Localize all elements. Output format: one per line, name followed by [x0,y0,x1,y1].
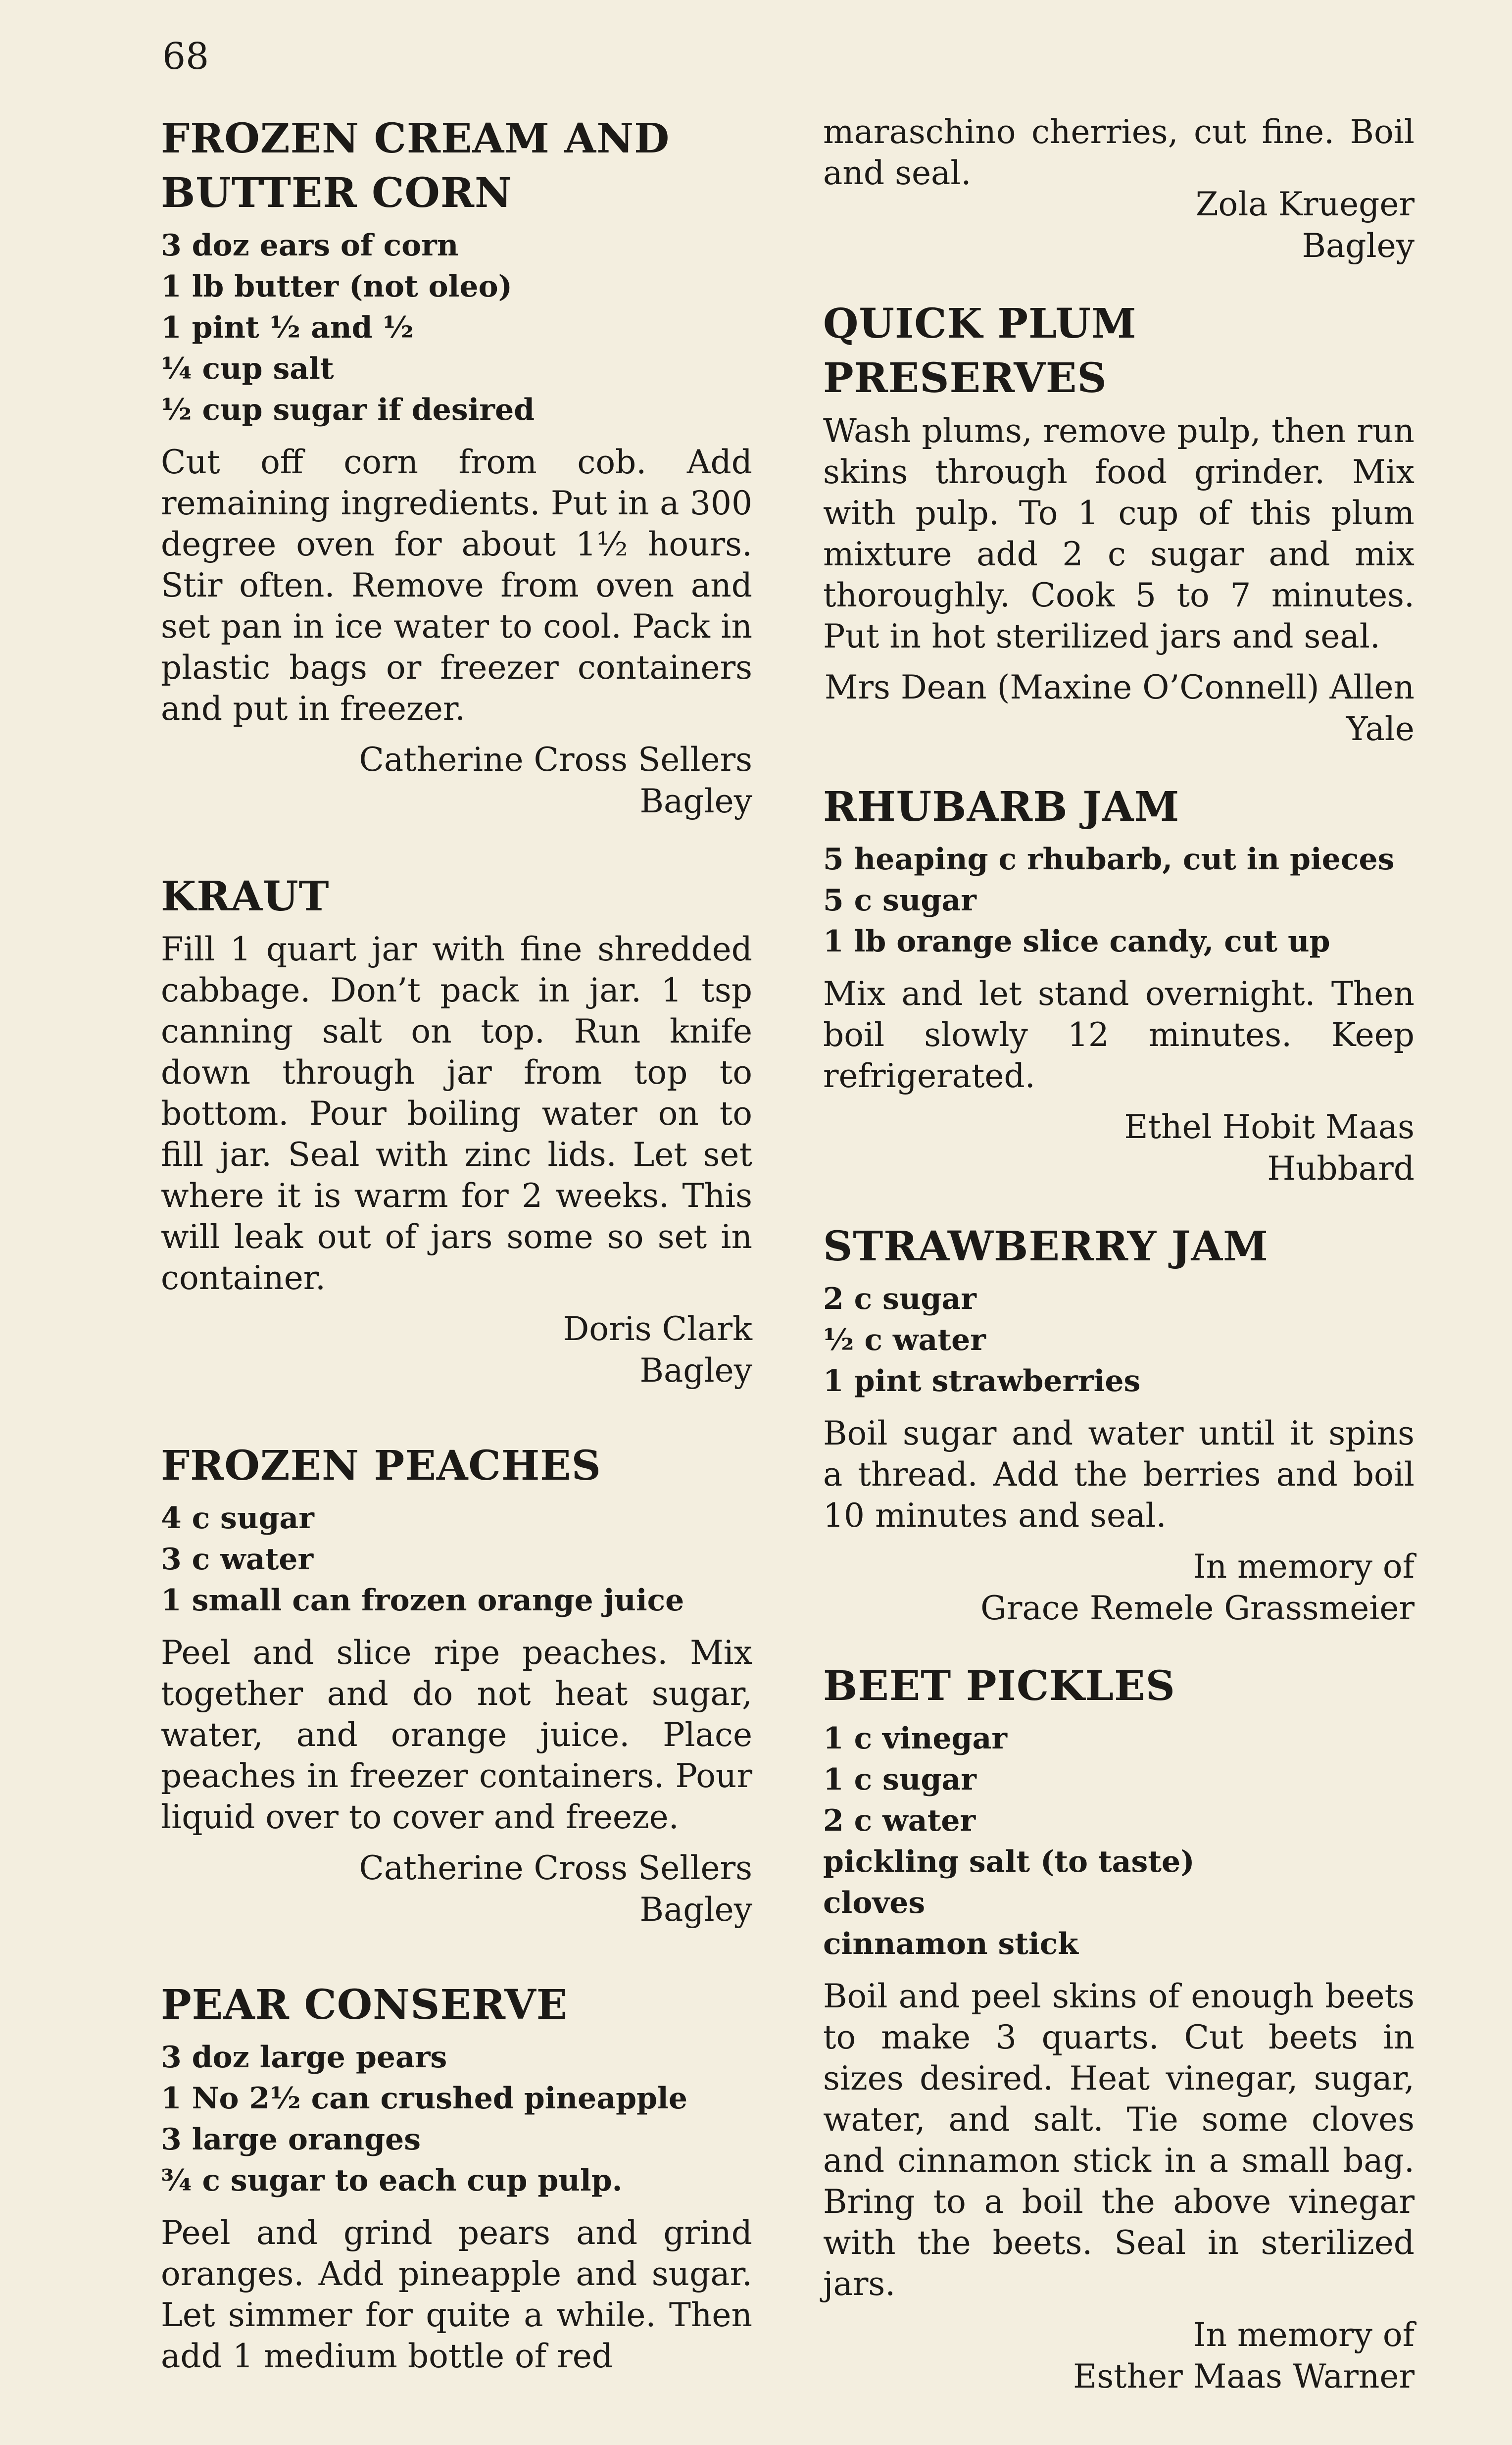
recipe-directions: Boil sugar and water until it spins a thread. Add the berries and boil 10 minutes and seal. [823,1414,1414,1535]
ingredient: 1 small can frozen orange juice [161,1583,684,1618]
recipe-directions: Wash plums, remove pulp, then run skins through food grinder. Mix with pulp. To 1 cup of this plum mixture add 2 c sugar and mix thoroughly. Cook 5 to 7 minutes. Put in hot sterilized jars and seal. [823,412,1414,655]
ingredient: 2 c sugar [823,1282,976,1316]
ingredient-list [161,225,752,431]
recipe-directions: Peel and slice ripe peaches. Mix together and do not heat sugar, water, and orange juice. Place peaches in freezer containers. Pour liquid over to cover and freeze. [161,1634,752,1836]
recipe-directions: Peel and grind pears and grind oranges. Add pineapple and sugar. Let simmer for quite a while. Then add 1 medium bottle of red [161,2214,752,2375]
ingredient: 1 pint ½ and ½ [161,310,414,345]
contributor-name: Catherine Cross Sellers [359,741,752,779]
ingredient: 5 c sugar [823,883,976,918]
recipe-frozen-cream-and-butter-corn [161,111,752,822]
recipe-pear-conserve-continued [823,111,1414,267]
recipe-directions: maraschino cherries, cut fine. Boil and seal. [823,113,1414,192]
contributor-name: In memory of [1193,2316,1414,2354]
ingredient: 1 c vinegar [823,1721,1007,1756]
contributor-town: Esther Maas Warner [1073,2357,1414,2395]
ingredient: 3 large oranges [161,2122,421,2157]
contributor-town: Yale [1346,710,1414,748]
ingredient: ¼ cup salt [161,351,334,386]
recipe-title: RHUBARB JAM [823,783,1180,831]
ingredient: 3 doz large pears [161,2040,447,2075]
ingredient-list [823,1279,1414,1402]
ingredient: 1 lb orange slice candy, cut up [823,924,1330,959]
recipe-attribution [161,1308,752,1392]
recipe-frozen-peaches [161,1439,752,1931]
ingredient: 3 doz ears of corn [161,228,459,263]
ingredient: 5 heaping c rhubarb, cut in pieces [823,842,1395,877]
ingredient: 1 lb butter (not oleo) [161,269,512,304]
ingredient: cinnamon stick [823,1927,1078,1961]
contributor-town: Bagley [639,1891,752,1929]
contributor-town: Bagley [639,782,752,820]
contributor-name: Ethel Hobit Maas [1124,1108,1414,1146]
contributor-town: Grace Remele Grassmeier [980,1589,1414,1627]
recipe-title: STRAWBERRY JAM [823,1223,1268,1270]
recipe-quick-plum-preserves [823,297,1414,750]
recipe-attribution [161,1847,752,1931]
recipe-pear-conserve [161,1978,752,2377]
ingredient: 4 c sugar [161,1501,314,1536]
page-number: 68 [162,35,209,78]
recipe-directions: Mix and let stand overnight. Then boil slowly 12 minutes. Keep refrigerated. [823,975,1414,1095]
recipe-attribution [823,2314,1414,2397]
ingredient: ¾ c sugar to each cup pulp. [161,2163,623,2198]
recipe-attribution [823,1106,1414,1190]
recipe-directions: Fill 1 quart jar with fine shredded cabbage. Don’t pack in jar. 1 tsp canning salt on top. Run knife down through jar from top to bottom. Pour boiling water on to fill jar. Seal with zinc lids. Let set where it is warm for 2 weeks. This will leak out of jars some so set in container. [161,930,752,1297]
ingredient: 1 No 2½ can crushed pineapple [161,2081,688,2116]
recipe-attribution [823,184,1414,267]
recipe-directions: Boil and peel skins of enough beets to make 3 quarts. Cut beets in sizes desired. Heat vinegar, sugar, water, and salt. Tie some cloves and cinnamon stick in a small bag. Bring to a boil the above vinegar with the beets. Seal in sterilized jars. [823,1977,1414,2303]
ingredient-list [823,1718,1414,1965]
ingredient-list [161,2037,752,2201]
contributor-name: Mrs Dean (Maxine O’Connell) Allen [824,668,1414,706]
recipe-title: FROZEN CREAM AND BUTTER CORN [161,115,670,217]
ingredient: 1 c sugar [823,1762,976,1797]
recipe-title: QUICK PLUM PRESERVES [823,300,1137,402]
contributor-town: Bagley [639,1351,752,1390]
contributor-name: Zola Krueger [1195,185,1414,223]
contributor-name: Catherine Cross Sellers [359,1849,752,1887]
right-column [823,111,1414,2397]
recipe-title: FROZEN PEACHES [161,1442,601,1490]
contributor-town: Hubbard [1267,1149,1414,1188]
ingredient: ½ c water [823,1323,986,1357]
left-column [161,111,752,2377]
recipe-beet-pickles [823,1659,1414,2397]
ingredient: 2 c water [823,1803,976,1838]
contributor-name: In memory of [1193,1547,1414,1586]
recipe-title: BEET PICKLES [823,1662,1175,1710]
recipe-attribution [823,1546,1414,1629]
recipe-directions: Cut off corn from cob. Add remaining ingredients. Put in a 300 degree oven for about 1½ hours. Stir often. Remove from oven and set pan in ice water to cool. Pack in plastic bags or freezer containers and put in freezer. [161,443,752,728]
contributor-name: Doris Clark [563,1310,752,1348]
ingredient: cloves [823,1886,926,1920]
contributor-town: Bagley [1302,227,1414,265]
ingredient-list [161,1498,752,1621]
recipe-title: KRAUT [161,873,330,920]
ingredient: pickling salt (to taste) [823,1845,1195,1879]
ingredient: 1 pint strawberries [823,1364,1141,1398]
ingredient: 3 c water [161,1542,314,1577]
ingredient-list [823,839,1414,962]
recipe-rhubarb-jam [823,780,1414,1190]
recipe-title: PEAR CONSERVE [161,1981,568,2029]
recipe-kraut [161,869,752,1392]
recipe-strawberry-jam [823,1219,1414,1629]
recipe-attribution [823,667,1414,750]
ingredient: ½ cup sugar if desired [161,393,535,427]
recipe-attribution [161,739,752,822]
